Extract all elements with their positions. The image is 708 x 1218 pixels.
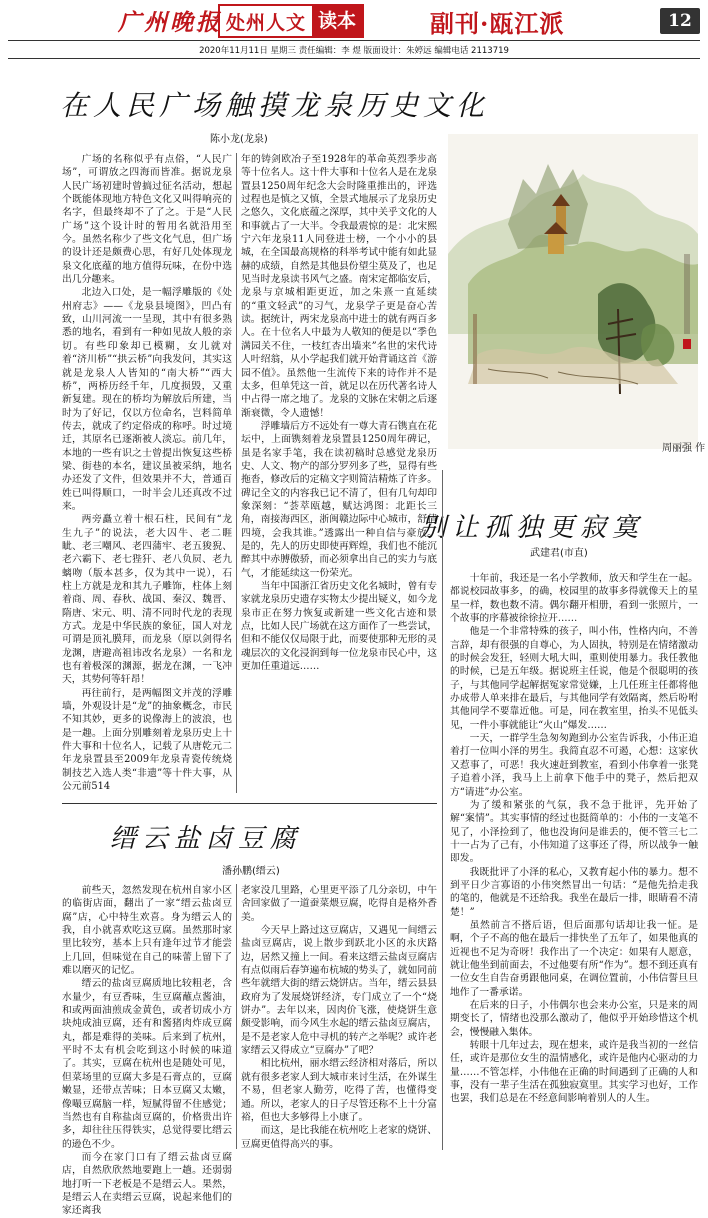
- painting-caption: 周丽强 作: [662, 443, 706, 454]
- supplement-title-box: [218, 4, 364, 38]
- landscape-painting: [448, 134, 698, 449]
- article1-paragraph: 北边入口处，是一幅浮雕版的《处州府志》——《龙泉县境图》，凹凸有致，山川河流一一呈现，其中有很多熟悉的地名，看到有一种如见故人般的亲切。有些印象却已模糊，女儿就对着“济川桥”“拱云桥”向我发问，其实这就是龙泉人人皆知的“南大桥”“西大桥”，两桥历经千年，几度损毁，又重新复建。现在的桥均为解放后所建，当时为了好记，仅以方位命名，岂料简单传去，就成了约定俗成的称呼。时过境迁，其原名已逐渐被人淡忘。前几年，本地的一些有识之士曾提出恢复这些桥梁、街巷的本名，建议虽被采纳，地名办还发了文件，但效果并不大，普通百姓已叫得顺口，一时半会儿还真改不过来。: [62, 287, 232, 512]
- masthead-rule-top: [8, 40, 700, 41]
- article3-column-1: [62, 884, 232, 1217]
- article2-paragraph: 十年前，我还是一名小学教师，放天和学生在一起。都说校园故事多，的确，校园里的故事多得就像天上的星星一样，数也数不清。偶尔翻开相册，看到一张照片，一个故事的序幕被徐徐拉开……: [450, 573, 698, 625]
- article3-byline: 潘孙鹏(缙云): [222, 866, 280, 877]
- article1-column-1: [62, 153, 232, 798]
- column-divider: [236, 884, 237, 1149]
- article3-paragraph: 相比杭州，丽水缙云经济相对落后，所以就有很多老家人到大城市来讨生活，在外谋生不易，但老家人勤劳，吃得了苦，也懂得变通。所以，老家人的日子尽管还称不上十分富裕，但也大多够得上小康了。: [241, 1058, 437, 1123]
- article3-paragraph: 今天早上路过这豆腐店，又遇见一间缙云盐卤豆腐店，说上散步到跃北小区的永庆路边，居然又撞上一间。看来这缙云盐卤豆腐店有点似雨后春笋遍布杭城的势头了，就如同前些年就缙大街的缙云烧饼店。当年，缙云县县政府为了发展烧饼经济，专门成立了一个“烧饼办”。去年以来，因肉价飞涨，使烧饼生意颇受影响，而今风生水起的缙云盐卤豆腐店，是不是老家人危中寻机的转产之举呢？或许老家缙云又得成立“豆腐办”了吧？: [241, 925, 437, 1057]
- article2-paragraph: 转眼十几年过去，现在想来，或许是我当初的一丝信任，或许是那位女生的温情感化，或许是他内心驱动的力量……不管怎样，小伟他在正确的时间遇到了正确的人和事，没有一辈子生活在孤独寂寞里。其实学习也好，工作也罢，我们总是在不经意间影响着别人的人生。: [450, 1040, 698, 1105]
- article2-paragraph: 我既批评了小泽的私心，又教育起小伟的暴力。想不到平日少言寡语的小伟突然冒出一句话：“是他先拾走我的笔的，他就是不还给我。我坐在最后一排，眼睛看不清楚！”: [450, 866, 698, 918]
- article2-paragraph: 在后来的日子，小伟偶尔也会来办公室，只是来的周期变长了，情绪也没那么激动了，他似乎开始珍惜这个机会，慢慢融入集体。: [450, 1000, 698, 1038]
- article3-paragraph: 而这，是比我能在杭州吃上老家的烧饼、豆腐更值得高兴的事。: [241, 1125, 437, 1150]
- masthead-rule-bottom: [8, 58, 700, 59]
- article3-paragraph: 缙云的盐卤豆腐质地比较粗老，含水量少，有豆香味，生豆腐蘸点酱油，和或两面油煎成金黄色，或者切成小方块炖成油豆腐，还有和酱猪肉炸成豆腐丸，都是难得的美味。后来到了杭州，平时不太有机会吃到这小时候的味道了。其实，豆腐在杭州也是随处可见，但菜场里的豆腐大多是石膏点的，豆腐嫩显，还带点苦味；日本豆腐又太嫩，像嘬豆腐脑一样，短腻得留不住感觉；当然也有自称盐卤豆腐的，价格贵出许多，却往往压得铁实，总觉得要比缙云的逊色不少。: [62, 978, 232, 1150]
- article1-paragraph: 当年中国浙江省历史文化名城时，曾有专家就龙泉历史遗存实物太少提出疑义，如今龙泉市正在努力恢复或新建一些文化古迹和景点，比如人民广场就在这方面作了一些尝试，但和不能仅仅局限于此，而要使那种无形的灵魂层次的文化浸润到每一位龙泉市民心中，这更加任重道远……: [241, 581, 437, 673]
- article2-paragraph: 一天，一群学生急匆匆跑到办公室告诉我，小伟正追着打一位叫小泽的男生。我简直忍不可遏，心想：这家伙又惹事了，可恶！我火速赶到教室，看到小伟拿着一张凳子追着小泽，我马上上前拿下他手中的凳子，然后把双方“请进”办公室。: [450, 733, 698, 798]
- article2-paragraph: 为了缓和紧张的气氛，我不急于批评，先开始了解“案情”。其实事情的经过也挺简单的：小伟的一支笔不见了，小泽捡到了，他也没询问是谁丢的，便不管三七二十一占为了己有，小伟知道了这事还了得，所以战争一触即发。: [450, 799, 698, 865]
- article2-paragraph: 他是一个非常特殊的孩子，叫小伟，性格内向，不善言辞，却有很强的自尊心，为人固执，特别是在情绪激动的时候会发狂，轻则大吼大叫，重则使用暴力。我任教他的时候，已是五年级。据说班主任说，他是个很聪明的孩子，与其他同学起解据冤家常觉嫌，上几任班主任都将他办成带人单来排在最后，与其他同学有效隔离，然后吩咐其他同学不要靠近他。可是，同在教室里，抬头不见低头见，一件小事就能让“火山”爆发……: [450, 626, 698, 731]
- article2-paragraph: 虽然前言不搭后语，但后面那句话却让我一怔。是啊，个子不高的他在最后一排快坐了五年了，如果他真的近视也不足为奇呀！我作出了一个决定：如果有人愿意，就让他坐到前面去，不过他要有所“作为”。想不到还真有一位女生自告奋勇跟他同桌，在调位置前，小伟信誓旦旦地作了一番承诺。: [450, 919, 698, 998]
- article1-paragraph: 两旁矗立着十根石柱，民间有“龙生九子”的说法，老大囚牛、老二睚眦、老三嘲风、老四蒲牢、老五狻猊、老六霸下、老七狴犴、老八负屃、老九螭吻（版本甚多，仅为其中一说），石柱上方就是龙和其九子雕饰，柱体上刻着商、周、春秋、战国、秦汉、魏晋、隋唐、宋元、明、清不同时代龙的表现方式。龙是中华民族的象征，国人对龙可谓是顶礼膜拜，而龙泉（原以剑得名龙渊，唐避高祖讳改名龙泉）一名和龙也有着极深的渊源，据龙在渊，一飞冲天，其势何等轩昂！: [62, 514, 232, 686]
- supplement-title-part2: 读本: [312, 6, 362, 36]
- article3-paragraph: 老家没几里路，心里更平添了几分亲切，中午舍回家做了一道蚕菜煨豆腐，吃得自是格外香美。: [241, 885, 437, 923]
- newspaper-logo: 广州晚报: [118, 9, 222, 36]
- article2-column: [450, 572, 698, 1152]
- article2-byline: 武建君(市直): [530, 548, 588, 559]
- article2-title: 别让孤独更寂寞: [420, 513, 645, 543]
- section-rule: [62, 803, 437, 804]
- article1-paragraph: 再往前行，是两幅图文并茂的浮雕墙，外观设计是“龙”的抽象概念，市民不知其妙，更多的说像海上的波浪，也是一趣。上面分别雕刻着龙泉历史上十件大事和十位名人，记载了从唐乾元二年龙泉置县至2009年龙泉青瓷传统烧制技艺入选人类“非遗”等十件大事，从公元前514: [62, 687, 232, 793]
- supplement-title-part1: 处州人文: [226, 11, 307, 34]
- article1-paragraph: 广场的名称似乎有点俗，“人民广场”，可谓放之四海而皆准。据说龙泉人民广场初建时曾搞过征名活动，想起个既能体现地方特色文化又叫得响亮的名字，但最终却不了了之。于是“人民广场”这个设计时的暂用名就沿用至今。虽然名称少了些文化气息，但广场的设计还是颇费心思，有好几处体现龙泉文化底蕴的地方值得玩味，在份中选出几分趣来。: [62, 154, 232, 286]
- article1-title: 在人民广场触摸龙泉历史文化: [60, 89, 490, 122]
- column-divider: [236, 153, 237, 793]
- article1-paragraph: 浮雕墙后方不远处有一尊大青石镌直在花坛中，上面镌刻着龙泉置县1250周年碑记，虽是名家手笔，我在读初稿时总感觉龙泉历史、人文、物产的部分罗列多了些，显得有些拖沓，修改后的定稿文字则简洁精炼了许多。碑记全文的内容我已记不清了，但有几句却印象深刻：“荟萃瓯越，赋达鸿图：北距长三角，南接海西区，浙闽赣边际中心城市，舒倩四境，会我其谁。”透露出一种自信与豪放。是的，先人的历史即使再辉煌，我们也不能沉醉其中赤膊傲骄，而必须拿出自己的实力与底气，才能延续这一份荣光。: [241, 420, 437, 579]
- article3-paragraph: 而今在家门口有了缙云盐卤豆腐店，自然欣欣然地要跑上一趟。还弱弱地打听一下老板是不是缙云人。果然，是缙云人在卖缙云豆腐，说起来他们的家还离我: [62, 1151, 232, 1217]
- article3-paragraph: 前些天，忽然发现在杭州自家小区的临街店面，翻出了一家“缙云盐卤豆腐”店，心中特生欢喜。身为缙云人的我，自小就喜欢吃这豆腐。虽然那时家里比较穷，基本上只有逢年过节才能尝上几回，但味觉在自己的味蕾上留下了难以磨灭的记忆。: [62, 885, 232, 977]
- article1-paragraph: 年的铸剑欧冶子至1928年的革命英烈季步高等十位名人。这十件大事和十位名人是在龙泉置县1250周年纪念大会时隆重推出的，评选过程也是慎之又慎，全景式地展示了龙泉历史之悠久，文化底蕴之深厚，其中关乎文化的人和事就占了一大半。令我最震惊的是：北宋熙宁六年龙泉11人同登进士榜，一个小小的县城，在全国最高规格的科举考试中能有如此显赫的成绩，自然是其他县份望尘莫及了，也足见当时龙泉读书风气之盛。南宋定都临安后，龙泉与京城相距更近，加之朱熹一直延续的“重文轻武”的习气，龙泉学子更是奋心苦读。据统计，两宋龙泉高中进士的就有两百多人。在十位名人中最为人敬知的便是以“季色满园关不住，一枝红杏出墙来”名世的宋代诗人叶绍翁，从小学起我们就开始背诵这首《游园不值》。虽然他一生流传下来的诗作并不是太多，但单凭这一首，就足以在历代著名诗人中占得一席之地了。龙泉的文脉在宋朝之后逐渐衰微，令人遗憾！: [241, 154, 437, 419]
- section-name: 副刊·瓯江派: [430, 9, 565, 38]
- article1-column-2: [241, 153, 437, 798]
- article3-title: 缙云盐卤豆腐: [110, 824, 303, 854]
- article3-column-2: [241, 884, 437, 1152]
- issue-meta-line: 2020年11月11日 星期三 责任编辑：李 煜 版面设计：朱婷远 编辑电话 2113719: [199, 46, 509, 56]
- page-number: 12: [660, 8, 700, 34]
- article1-byline: 陈小龙(龙泉): [210, 134, 268, 145]
- column-divider: [442, 470, 443, 1150]
